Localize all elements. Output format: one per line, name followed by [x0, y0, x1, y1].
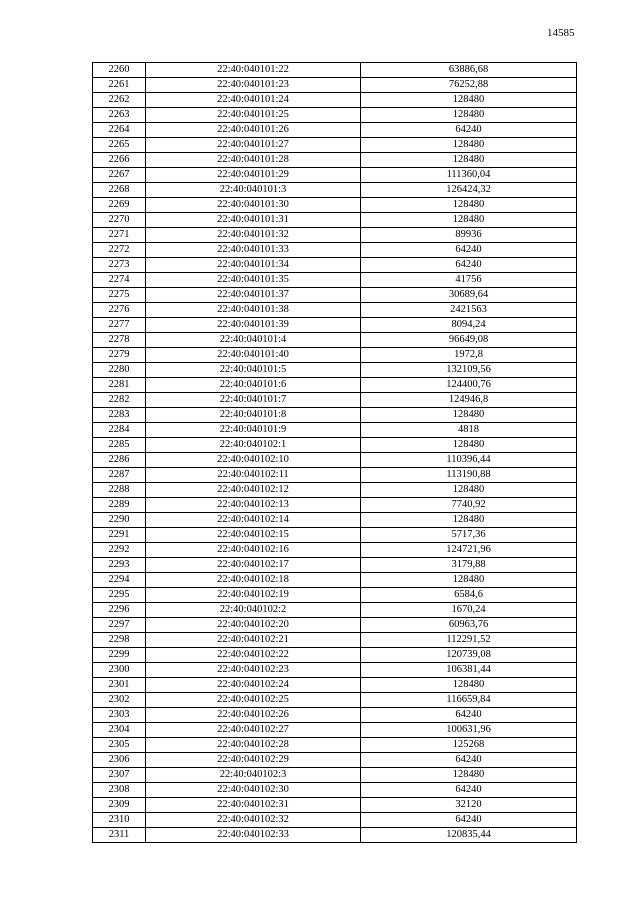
- cadastral-number-cell: 22:40:040102:16: [146, 543, 361, 558]
- row-number-cell: 2278: [93, 333, 146, 348]
- cadastral-number-cell: 22:40:040101:7: [146, 393, 361, 408]
- table-row: [93, 573, 577, 588]
- row-number-cell: 2301: [93, 678, 146, 693]
- cadastral-number-cell: 22:40:040101:3: [146, 183, 361, 198]
- value-cell: 64240: [361, 753, 577, 768]
- value-cell: 4818: [361, 423, 577, 438]
- cadastral-number-cell: 22:40:040102:21: [146, 633, 361, 648]
- value-cell: 128480: [361, 108, 577, 123]
- table-row: [93, 243, 577, 258]
- row-number-cell: 2270: [93, 213, 146, 228]
- row-number-cell: 2265: [93, 138, 146, 153]
- row-number-cell: 2281: [93, 378, 146, 393]
- cadastral-number-cell: 22:40:040101:29: [146, 168, 361, 183]
- table-row: [93, 213, 577, 228]
- table-row: [93, 288, 577, 303]
- table-row: [93, 678, 577, 693]
- value-cell: 64240: [361, 813, 577, 828]
- cadastral-number-cell: 22:40:040102:22: [146, 648, 361, 663]
- table-row: [93, 723, 577, 738]
- row-number-cell: 2293: [93, 558, 146, 573]
- table-row: [93, 318, 577, 333]
- table-row: [93, 633, 577, 648]
- table-row: [93, 513, 577, 528]
- row-number-cell: 2302: [93, 693, 146, 708]
- cadastral-number-cell: 22:40:040101:32: [146, 228, 361, 243]
- cadastral-number-cell: 22:40:040102:31: [146, 798, 361, 813]
- value-cell: 60963,76: [361, 618, 577, 633]
- cadastral-number-cell: 22:40:040101:25: [146, 108, 361, 123]
- value-cell: 132109,56: [361, 363, 577, 378]
- table-row: [93, 663, 577, 678]
- value-cell: 76252,88: [361, 78, 577, 93]
- row-number-cell: 2286: [93, 453, 146, 468]
- table-body: [93, 63, 577, 843]
- row-number-cell: 2298: [93, 633, 146, 648]
- table-row: [93, 588, 577, 603]
- cadastral-number-cell: 22:40:040101:22: [146, 63, 361, 78]
- row-number-cell: 2310: [93, 813, 146, 828]
- table-row: [93, 123, 577, 138]
- cadastral-number-cell: 22:40:040101:31: [146, 213, 361, 228]
- cadastral-number-cell: 22:40:040101:33: [146, 243, 361, 258]
- row-number-cell: 2308: [93, 783, 146, 798]
- value-cell: 128480: [361, 213, 577, 228]
- row-number-cell: 2297: [93, 618, 146, 633]
- cadastral-number-cell: 22:40:040102:27: [146, 723, 361, 738]
- row-number-cell: 2304: [93, 723, 146, 738]
- value-cell: 128480: [361, 153, 577, 168]
- cadastral-number-cell: 22:40:040101:8: [146, 408, 361, 423]
- value-cell: 64240: [361, 123, 577, 138]
- value-cell: 128480: [361, 93, 577, 108]
- value-cell: 64240: [361, 783, 577, 798]
- row-number-cell: 2266: [93, 153, 146, 168]
- cadastral-number-cell: 22:40:040102:3: [146, 768, 361, 783]
- value-cell: 124721,96: [361, 543, 577, 558]
- value-cell: 128480: [361, 138, 577, 153]
- cadastral-number-cell: 22:40:040102:32: [146, 813, 361, 828]
- row-number-cell: 2291: [93, 528, 146, 543]
- row-number-cell: 2290: [93, 513, 146, 528]
- value-cell: 120835,44: [361, 828, 577, 843]
- row-number-cell: 2306: [93, 753, 146, 768]
- cadastral-number-cell: 22:40:040102:18: [146, 573, 361, 588]
- row-number-cell: 2287: [93, 468, 146, 483]
- value-cell: 41756: [361, 273, 577, 288]
- table-row: [93, 483, 577, 498]
- row-number-cell: 2260: [93, 63, 146, 78]
- table-row: [93, 738, 577, 753]
- table-row: [93, 753, 577, 768]
- value-cell: 128480: [361, 678, 577, 693]
- row-number-cell: 2268: [93, 183, 146, 198]
- cadastral-number-cell: 22:40:040101:38: [146, 303, 361, 318]
- table-row: [93, 378, 577, 393]
- row-number-cell: 2303: [93, 708, 146, 723]
- cadastral-number-cell: 22:40:040101:4: [146, 333, 361, 348]
- table-row: [93, 453, 577, 468]
- table-row: [93, 333, 577, 348]
- cadastral-number-cell: 22:40:040101:34: [146, 258, 361, 273]
- value-cell: 125268: [361, 738, 577, 753]
- table-row: [93, 348, 577, 363]
- table-row: [93, 693, 577, 708]
- cadastral-number-cell: 22:40:040102:30: [146, 783, 361, 798]
- row-number-cell: 2309: [93, 798, 146, 813]
- table-row: [93, 228, 577, 243]
- value-cell: 128480: [361, 198, 577, 213]
- cadastral-number-cell: 22:40:040101:37: [146, 288, 361, 303]
- table-row: [93, 393, 577, 408]
- row-number-cell: 2283: [93, 408, 146, 423]
- table-row: [93, 498, 577, 513]
- value-cell: 7740,92: [361, 498, 577, 513]
- cadastral-number-cell: 22:40:040102:10: [146, 453, 361, 468]
- value-cell: 1670,24: [361, 603, 577, 618]
- row-number-cell: 2267: [93, 168, 146, 183]
- table-row: [93, 138, 577, 153]
- value-cell: 110396,44: [361, 453, 577, 468]
- cadastral-number-cell: 22:40:040102:28: [146, 738, 361, 753]
- row-number-cell: 2264: [93, 123, 146, 138]
- row-number-cell: 2295: [93, 588, 146, 603]
- table-row: [93, 828, 577, 843]
- value-cell: 124400,76: [361, 378, 577, 393]
- cadastral-number-cell: 22:40:040101:27: [146, 138, 361, 153]
- row-number-cell: 2262: [93, 93, 146, 108]
- table-row: [93, 543, 577, 558]
- value-cell: 100631,96: [361, 723, 577, 738]
- table-row: [93, 783, 577, 798]
- value-cell: 128480: [361, 513, 577, 528]
- value-cell: 126424,32: [361, 183, 577, 198]
- table-row: [93, 78, 577, 93]
- row-number-cell: 2296: [93, 603, 146, 618]
- cadastral-number-cell: 22:40:040102:2: [146, 603, 361, 618]
- table-row: [93, 813, 577, 828]
- value-cell: 111360,04: [361, 168, 577, 183]
- table-row: [93, 153, 577, 168]
- table-row: [93, 168, 577, 183]
- value-cell: 64240: [361, 258, 577, 273]
- row-number-cell: 2271: [93, 228, 146, 243]
- table-row: [93, 438, 577, 453]
- cadastral-number-cell: 22:40:040101:40: [146, 348, 361, 363]
- value-cell: 113190,88: [361, 468, 577, 483]
- cadastral-number-cell: 22:40:040102:15: [146, 528, 361, 543]
- table-row: [93, 108, 577, 123]
- value-cell: 2421563: [361, 303, 577, 318]
- cadastral-number-cell: 22:40:040102:25: [146, 693, 361, 708]
- row-number-cell: 2294: [93, 573, 146, 588]
- cadastral-number-cell: 22:40:040102:17: [146, 558, 361, 573]
- row-number-cell: 2272: [93, 243, 146, 258]
- table-row: [93, 798, 577, 813]
- cadastral-number-cell: 22:40:040101:23: [146, 78, 361, 93]
- value-cell: 64240: [361, 708, 577, 723]
- value-cell: 89936: [361, 228, 577, 243]
- row-number-cell: 2299: [93, 648, 146, 663]
- row-number-cell: 2280: [93, 363, 146, 378]
- row-number-cell: 2261: [93, 78, 146, 93]
- value-cell: 8094,24: [361, 318, 577, 333]
- table-row: [93, 468, 577, 483]
- row-number-cell: 2269: [93, 198, 146, 213]
- cadastral-number-cell: 22:40:040102:12: [146, 483, 361, 498]
- cadastral-number-cell: 22:40:040101:39: [146, 318, 361, 333]
- table-row: [93, 768, 577, 783]
- table-row: [93, 198, 577, 213]
- value-cell: 128480: [361, 768, 577, 783]
- value-cell: 30689,64: [361, 288, 577, 303]
- table-row: [93, 618, 577, 633]
- value-cell: 128480: [361, 483, 577, 498]
- cadastral-number-cell: 22:40:040101:30: [146, 198, 361, 213]
- table-row: [93, 93, 577, 108]
- table-row: [93, 258, 577, 273]
- cadastral-number-cell: 22:40:040102:19: [146, 588, 361, 603]
- row-number-cell: 2305: [93, 738, 146, 753]
- cadastral-number-cell: 22:40:040102:1: [146, 438, 361, 453]
- row-number-cell: 2307: [93, 768, 146, 783]
- table-row: [93, 408, 577, 423]
- value-cell: 32120: [361, 798, 577, 813]
- table-row: [93, 303, 577, 318]
- row-number-cell: 2292: [93, 543, 146, 558]
- row-number-cell: 2263: [93, 108, 146, 123]
- table-row: [93, 423, 577, 438]
- row-number-cell: 2285: [93, 438, 146, 453]
- table-row: [93, 558, 577, 573]
- row-number-cell: 2275: [93, 288, 146, 303]
- value-cell: 124946,8: [361, 393, 577, 408]
- cadastral-number-cell: 22:40:040102:13: [146, 498, 361, 513]
- cadastral-number-cell: 22:40:040101:9: [146, 423, 361, 438]
- table-row: [93, 708, 577, 723]
- cadastral-number-cell: 22:40:040102:20: [146, 618, 361, 633]
- value-cell: 120739,08: [361, 648, 577, 663]
- page-number: 14585: [547, 27, 575, 39]
- cadastral-number-cell: 22:40:040101:26: [146, 123, 361, 138]
- table-row: [93, 63, 577, 78]
- row-number-cell: 2311: [93, 828, 146, 843]
- value-cell: 3179,88: [361, 558, 577, 573]
- row-number-cell: 2276: [93, 303, 146, 318]
- cadastral-number-cell: 22:40:040102:33: [146, 828, 361, 843]
- value-cell: 106381,44: [361, 663, 577, 678]
- cadastral-number-cell: 22:40:040102:23: [146, 663, 361, 678]
- value-cell: 1972,8: [361, 348, 577, 363]
- cadastral-number-cell: 22:40:040101:6: [146, 378, 361, 393]
- table-row: [93, 528, 577, 543]
- value-cell: 128480: [361, 408, 577, 423]
- value-cell: 96649,08: [361, 333, 577, 348]
- cadastral-number-cell: 22:40:040102:24: [146, 678, 361, 693]
- row-number-cell: 2284: [93, 423, 146, 438]
- row-number-cell: 2279: [93, 348, 146, 363]
- value-cell: 64240: [361, 243, 577, 258]
- cadastral-number-cell: 22:40:040102:14: [146, 513, 361, 528]
- row-number-cell: 2277: [93, 318, 146, 333]
- row-number-cell: 2288: [93, 483, 146, 498]
- row-number-cell: 2300: [93, 663, 146, 678]
- value-cell: 112291,52: [361, 633, 577, 648]
- table-row: [93, 363, 577, 378]
- value-cell: 5717,36: [361, 528, 577, 543]
- row-number-cell: 2289: [93, 498, 146, 513]
- table-row: [93, 648, 577, 663]
- cadastral-number-cell: 22:40:040101:35: [146, 273, 361, 288]
- cadastral-number-cell: 22:40:040101:5: [146, 363, 361, 378]
- table-row: [93, 273, 577, 288]
- row-number-cell: 2274: [93, 273, 146, 288]
- cadastral-number-cell: 22:40:040102:11: [146, 468, 361, 483]
- value-cell: 116659,84: [361, 693, 577, 708]
- value-cell: 63886,68: [361, 63, 577, 78]
- cadastral-number-cell: 22:40:040101:24: [146, 93, 361, 108]
- cadastral-number-cell: 22:40:040102:29: [146, 753, 361, 768]
- value-cell: 6584,6: [361, 588, 577, 603]
- cadastral-number-cell: 22:40:040101:28: [146, 153, 361, 168]
- cadastral-value-table: [92, 62, 577, 843]
- table-row: [93, 603, 577, 618]
- cadastral-number-cell: 22:40:040102:26: [146, 708, 361, 723]
- value-cell: 128480: [361, 573, 577, 588]
- row-number-cell: 2273: [93, 258, 146, 273]
- value-cell: 128480: [361, 438, 577, 453]
- table-row: [93, 183, 577, 198]
- row-number-cell: 2282: [93, 393, 146, 408]
